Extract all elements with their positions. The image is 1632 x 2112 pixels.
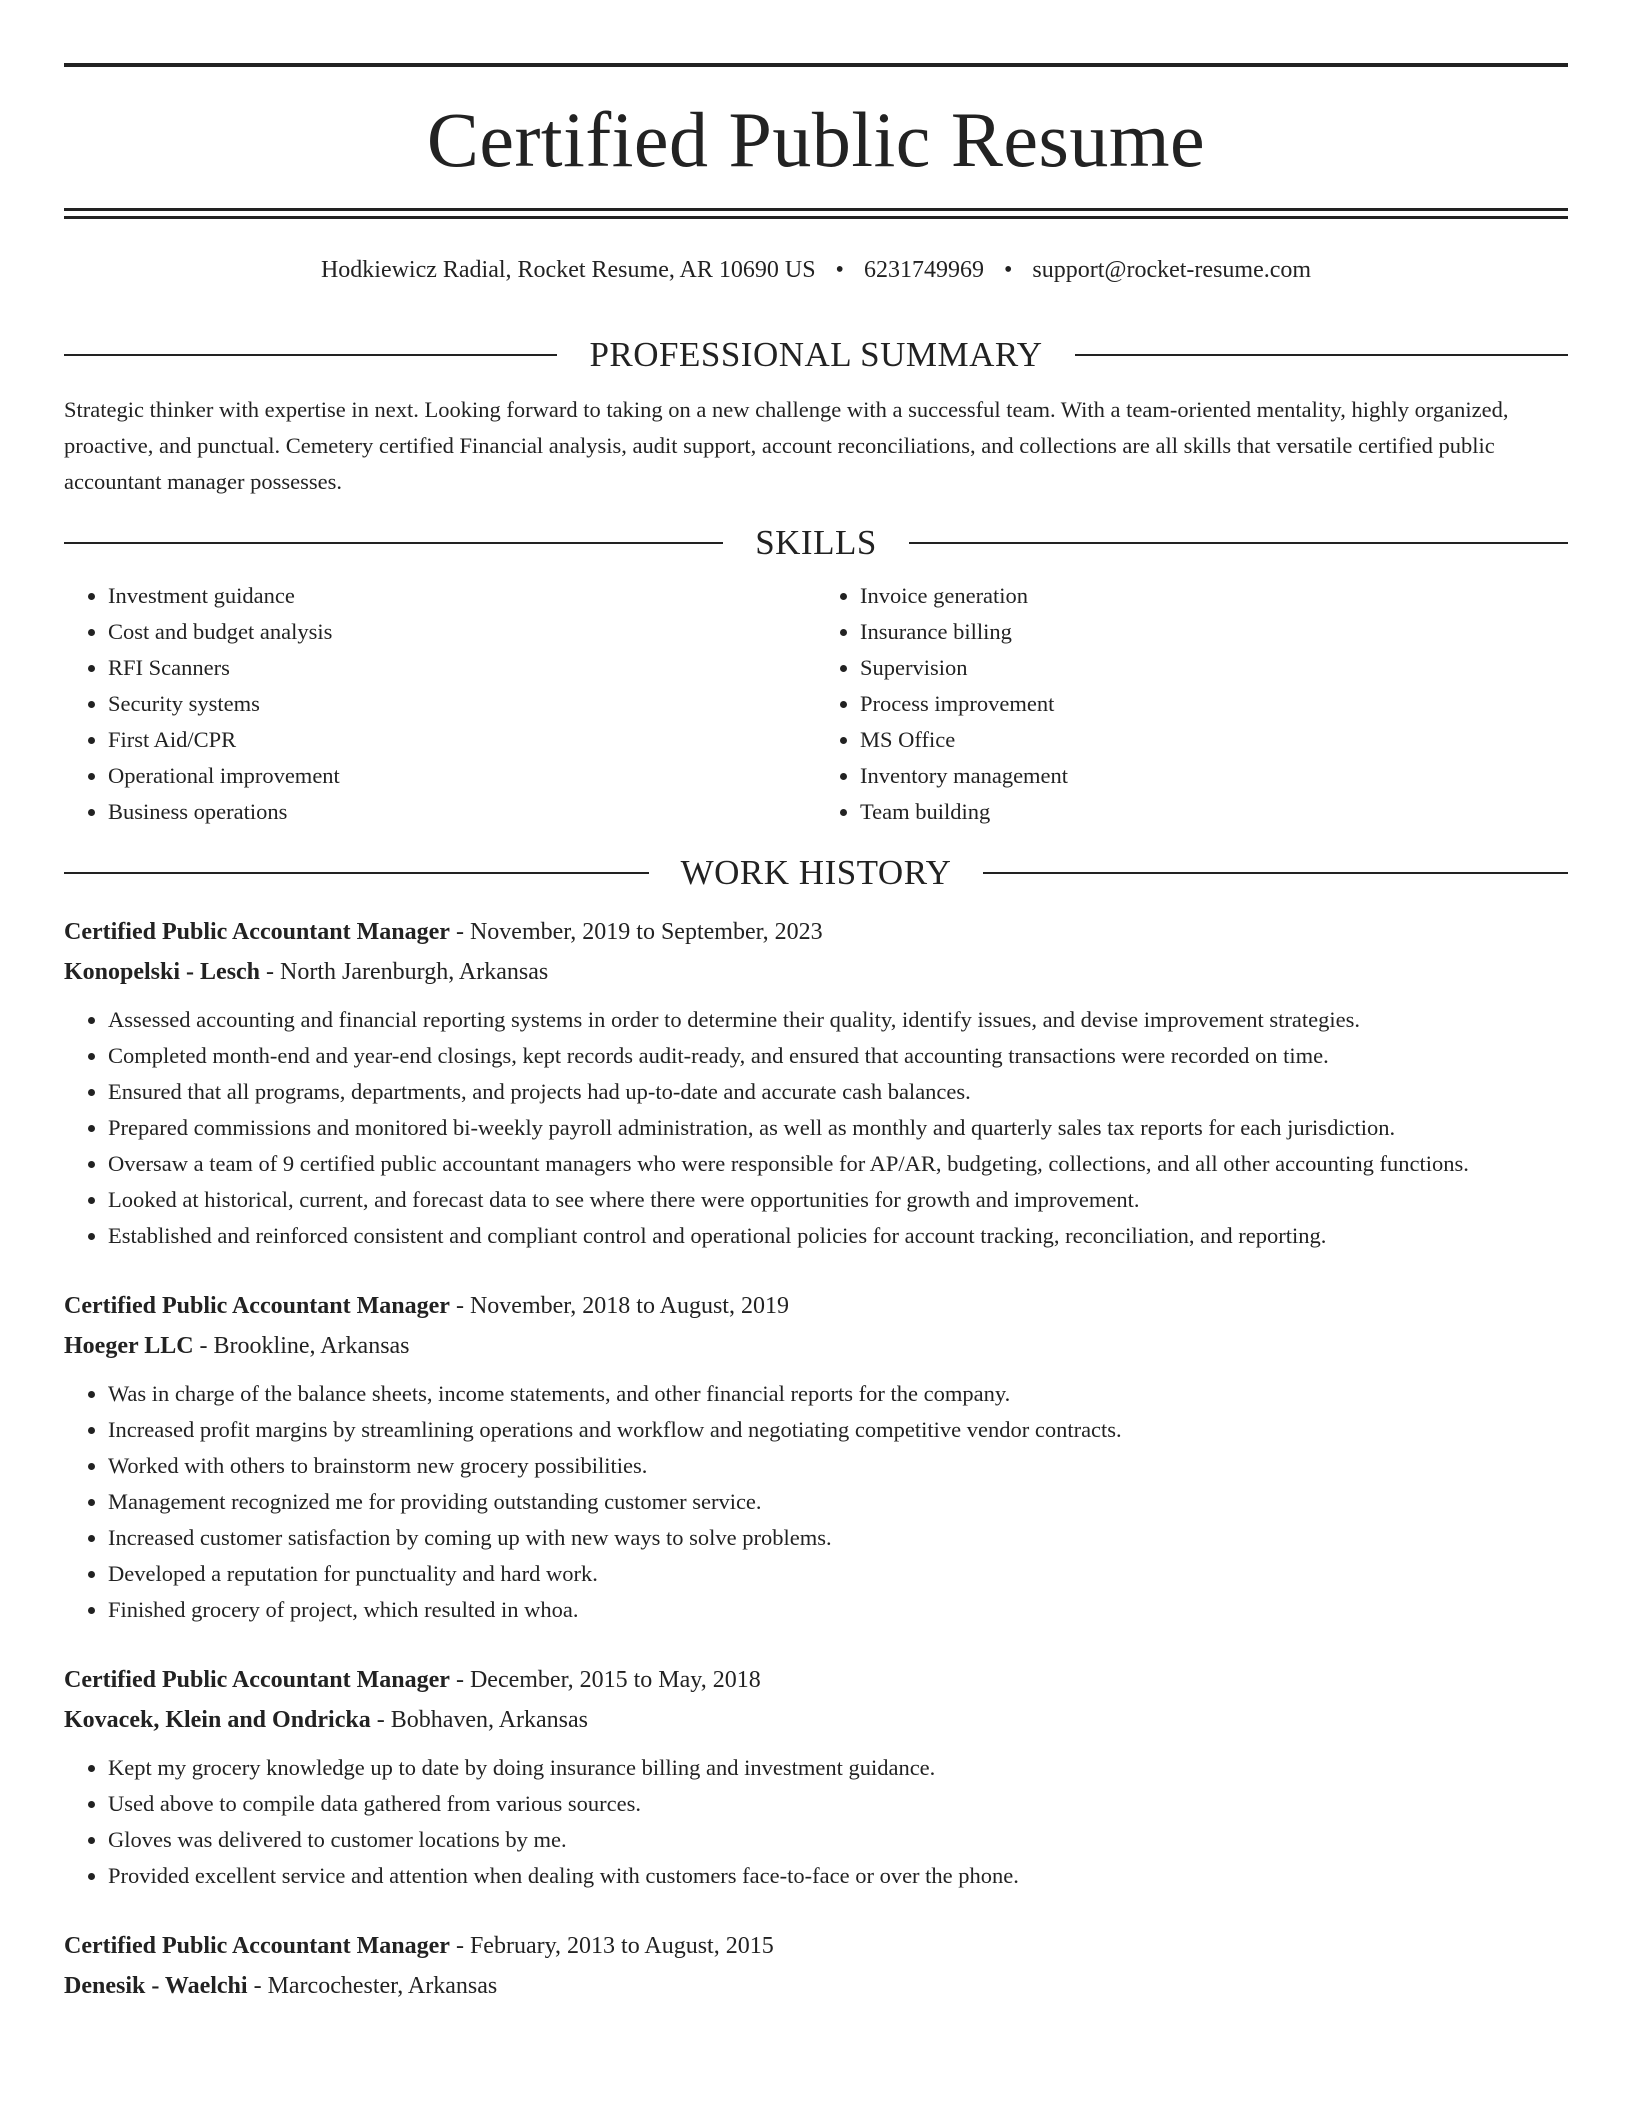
job-bullet: • Completed month-end and year-end closings, kept records audit-ready, and ensured that accounting transactions were recorded on time. [108, 1038, 1568, 1074]
summary-heading [64, 330, 1568, 380]
job-entry [64, 1926, 1568, 2006]
skill-item: • Insurance billing [860, 614, 1568, 650]
job-title-line: Certified Public Accountant Manager - November, 2018 to August, 2019 [64, 1293, 789, 1319]
job-bullet: • Prepared commissions and monitored bi-weekly payroll administration, as well as monthly and quarterly sales tax reports for each jurisdiction. [108, 1110, 1568, 1146]
job-bullet: • Established and reinforced consistent and compliant control and operational policies for account tracking, reconciliation, and reporting. [108, 1218, 1568, 1254]
job-dates: December, 2015 to May, 2018 [469, 1667, 761, 1693]
job-company: Denesik - Waelchi [64, 1973, 248, 1999]
skill-item: • First Aid/CPR [108, 722, 816, 758]
job-bullet: • Assessed accounting and financial reporting systems in order to determine their quality, identify issues, and devise improvement strategies. [108, 1002, 1568, 1038]
heading-rule-right [983, 872, 1568, 874]
top-rule [64, 63, 1568, 67]
heading-rule-right [909, 542, 1568, 544]
job-title: Certified Public Accountant Manager [64, 1667, 450, 1693]
work-heading [64, 848, 1568, 898]
heading-rule-left [64, 354, 557, 356]
job-bullet: • Developed a reputation for punctuality and hard work. [108, 1556, 1568, 1592]
skill-item: • MS Office [860, 722, 1568, 758]
job-company-line: Denesik - Waelchi - Marcochester, Arkansas [64, 1973, 498, 1999]
job-title-line: Certified Public Accountant Manager - November, 2019 to September, 2023 [64, 919, 823, 945]
job-bullet: • Was in charge of the balance sheets, income statements, and other financial reports for the company. [108, 1376, 1568, 1412]
contact-address: Hodkiewicz Radial, Rocket Resume, AR 10690 US [320, 257, 816, 283]
job-bullet: • Oversaw a team of 9 certified public accountant managers who were responsible for AP/AR, budgeting, collections, and all other accounting functions. [108, 1146, 1568, 1182]
skills-heading [64, 518, 1568, 568]
summary-heading-label: PROFESSIONAL SUMMARY [589, 335, 1043, 374]
skills-list [64, 578, 1568, 830]
job-company-line: Konopelski - Lesch - North Jarenburgh, Arkansas [64, 959, 549, 985]
job-bullet: • Finished grocery of project, which resulted in whoa. [108, 1592, 1568, 1628]
resume-content [64, 330, 1568, 2038]
contact-separator: • [835, 257, 844, 283]
skill-item: • Operational improvement [108, 758, 816, 794]
skill-item: • Process improvement [860, 686, 1568, 722]
job-entry [64, 1660, 1568, 1894]
heading-rule-right [1075, 354, 1568, 356]
resume-title: Certified Public Resume [426, 96, 1206, 183]
skill-item: • Security systems [108, 686, 816, 722]
job-entry [64, 912, 1568, 1254]
job-bullet: • Worked with others to brainstorm new grocery possibilities. [108, 1448, 1568, 1484]
skill-item: • Team building [860, 794, 1568, 830]
summary-text: Strategic thinker with expertise in next. Looking forward to taking on a new challenge with a successful team. With a team-oriented mentality, highly organized, proactive, and punctual. Cemetery certified Financial analysis, audit support, account reconciliations, and collections are all skills that versatile certified public accountant manager possesses. [64, 397, 1509, 494]
skill-item: • Business operations [108, 794, 816, 830]
work-history-list [64, 912, 1568, 2006]
job-location: Bobhaven, Arkansas [390, 1707, 588, 1733]
heading-rule-left [64, 542, 723, 544]
skills-heading-label: SKILLS [755, 523, 877, 562]
job-company: Kovacek, Klein and Ondricka [64, 1707, 371, 1733]
job-bullet: • Ensured that all programs, departments, and projects had up-to-date and accurate cash balances. [108, 1074, 1568, 1110]
job-title-line: Certified Public Accountant Manager - February, 2013 to August, 2015 [64, 1933, 774, 1959]
skill-item: • Investment guidance [108, 578, 816, 614]
skill-item: • Cost and budget analysis [108, 614, 816, 650]
job-bullet: • Management recognized me for providing outstanding customer service. [108, 1484, 1568, 1520]
skill-item: • Invoice generation [860, 578, 1568, 614]
job-bullet: • Provided excellent service and attention when dealing with customers face-to-face or over the phone. [108, 1858, 1568, 1894]
job-title-line: Certified Public Accountant Manager - December, 2015 to May, 2018 [64, 1667, 761, 1693]
job-company: Konopelski - Lesch [64, 959, 261, 985]
job-location: Marcochester, Arkansas [267, 1973, 498, 1999]
skill-item: • RFI Scanners [108, 650, 816, 686]
job-bullet: • Increased profit margins by streamlining operations and workflow and negotiating competitive vendor contracts. [108, 1412, 1568, 1448]
job-dates: February, 2013 to August, 2015 [469, 1933, 774, 1959]
job-bullets [64, 1750, 1568, 1894]
skill-item: • Inventory management [860, 758, 1568, 794]
job-company-line: Kovacek, Klein and Ondricka - Bobhaven, Arkansas [64, 1707, 588, 1733]
job-title: Certified Public Accountant Manager [64, 1293, 450, 1319]
job-bullet: • Increased customer satisfaction by coming up with new ways to solve problems. [108, 1520, 1568, 1556]
contact-phone: 6231749969 [863, 257, 984, 283]
job-bullets [64, 1376, 1568, 1628]
job-title: Certified Public Accountant Manager [64, 1933, 450, 1959]
title-double-rule-lower [64, 216, 1568, 219]
job-dates: November, 2018 to August, 2019 [469, 1293, 789, 1319]
job-title: Certified Public Accountant Manager [64, 919, 450, 945]
job-location: North Jarenburgh, Arkansas [280, 959, 549, 985]
job-dates: November, 2019 to September, 2023 [469, 919, 823, 945]
job-bullet: • Kept my grocery knowledge up to date by doing insurance billing and investment guidance. [108, 1750, 1568, 1786]
job-entry [64, 1286, 1568, 1628]
job-company: Hoeger LLC [64, 1333, 194, 1359]
skills-column-left [64, 578, 816, 830]
title-double-rule-upper [64, 208, 1568, 211]
job-bullet: • Gloves was delivered to customer locations by me. [108, 1822, 1568, 1858]
contact-email: support@rocket-resume.com [1032, 257, 1312, 283]
contact-separator: • [1003, 257, 1013, 283]
job-bullet: • Used above to compile data gathered from various sources. [108, 1786, 1568, 1822]
skill-item: • Supervision [860, 650, 1568, 686]
job-company-line: Hoeger LLC - Brookline, Arkansas [64, 1333, 410, 1359]
job-bullet: • Looked at historical, current, and forecast data to see where there were opportunities for growth and improvement. [108, 1182, 1568, 1218]
job-bullets [64, 1002, 1568, 1254]
contact-line [64, 254, 1568, 286]
heading-rule-left [64, 872, 649, 874]
work-heading-label: WORK HISTORY [680, 853, 952, 892]
skills-column-right [816, 578, 1568, 830]
job-location: Brookline, Arkansas [213, 1333, 410, 1359]
